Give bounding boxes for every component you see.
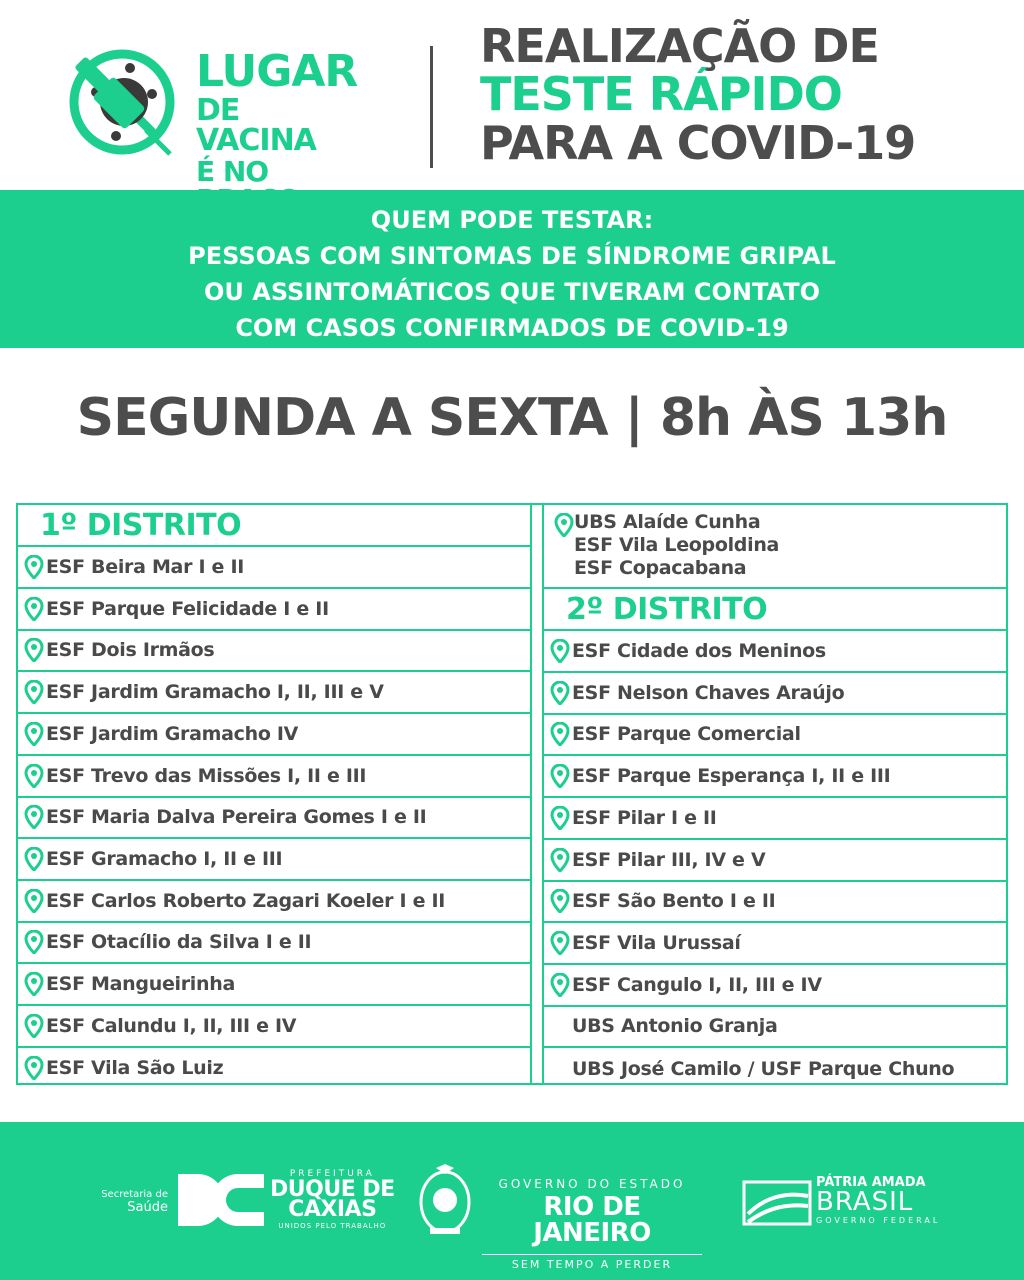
location-name: UBS José Camilo / USF Parque Chuno bbox=[572, 1058, 955, 1080]
location-pin-icon bbox=[24, 680, 44, 704]
location-pin-icon bbox=[550, 931, 570, 955]
state-crest-icon bbox=[416, 1162, 474, 1238]
location-name: ESF Carlos Roberto Zagari Koeler I e II bbox=[46, 889, 446, 912]
location-name: ESF São Bento I e II bbox=[572, 890, 776, 913]
location-name: ESF Vila Urussaí bbox=[572, 931, 741, 954]
health-secretariat-label bbox=[92, 1188, 168, 1214]
location-pin-icon bbox=[24, 889, 44, 913]
list-item bbox=[544, 673, 1006, 715]
location-pin-icon bbox=[550, 973, 570, 997]
campaign-logo bbox=[66, 36, 366, 188]
pref-line2a: DUQUE DE bbox=[270, 1177, 395, 1202]
location-pin-icon bbox=[24, 722, 44, 746]
column-divider bbox=[530, 505, 544, 1083]
list-item: ESF Copacabana bbox=[574, 557, 747, 579]
location-pin-icon bbox=[550, 681, 570, 705]
location-pin-icon bbox=[24, 972, 44, 996]
list-item bbox=[544, 965, 1006, 1007]
list-item bbox=[18, 964, 530, 1006]
location-name: ESF Maria Dalva Pereira Gomes I e II bbox=[46, 806, 427, 829]
location-name: ESF Parque Comercial bbox=[572, 723, 801, 746]
list-item bbox=[18, 672, 530, 714]
location-pin-icon bbox=[550, 722, 570, 746]
brasil-line1: PÁTRIA AMADA bbox=[816, 1175, 926, 1190]
list-item bbox=[544, 756, 1006, 798]
location-name: ESF Gramacho I, II e III bbox=[46, 847, 283, 870]
location-name: ESF Parque Felicidade I e II bbox=[46, 597, 329, 620]
location-pin-icon bbox=[550, 848, 570, 872]
logo-line3: É NO bbox=[196, 155, 269, 188]
list-item: ESF Vila Leopoldina bbox=[574, 534, 780, 556]
gov-line1: GOVERNO DO ESTADO bbox=[498, 1177, 686, 1191]
location-name: ESF Pilar I e II bbox=[572, 806, 717, 829]
brasil-line2: BRASIL bbox=[816, 1187, 914, 1217]
location-pin-icon bbox=[24, 1056, 44, 1080]
list-item bbox=[18, 839, 530, 881]
federal-government-logo bbox=[816, 1176, 940, 1225]
list-item bbox=[544, 923, 1006, 965]
list-item bbox=[18, 714, 530, 756]
brazil-flag-icon bbox=[742, 1178, 812, 1228]
title-line1: REALIZAÇÃO DE bbox=[480, 19, 879, 73]
banner-line1: QUEM PODE TESTAR: bbox=[370, 206, 654, 234]
brasil-line3: GOVERNO FEDERAL bbox=[816, 1216, 941, 1225]
eligibility-banner bbox=[0, 190, 1024, 348]
list-item bbox=[544, 840, 1006, 882]
logo-line2: DE VACINA bbox=[196, 93, 316, 158]
list-item bbox=[18, 922, 530, 964]
banner-line4: COM CASOS CONFIRMADOS DE COVID-19 bbox=[235, 314, 789, 342]
list-item bbox=[18, 547, 530, 589]
location-pin-icon bbox=[554, 513, 574, 537]
location-name: ESF Parque Esperança I, II e III bbox=[572, 765, 891, 788]
state-government-logo bbox=[482, 1178, 702, 1270]
locations-table bbox=[16, 503, 1008, 1085]
location-pin-icon bbox=[24, 805, 44, 829]
location-name: ESF Beira Mar I e II bbox=[46, 556, 244, 578]
list-item bbox=[18, 881, 530, 923]
location-name: ESF Jardim Gramacho I, II, III e V bbox=[46, 681, 384, 704]
location-name: ESF Cangulo I, II, III e IV bbox=[572, 973, 822, 996]
logo-line1: LUGAR bbox=[196, 46, 358, 97]
location-pin-icon bbox=[24, 638, 44, 662]
location-name: ESF Jardim Gramacho IV bbox=[46, 722, 299, 745]
prefeitura-logo bbox=[270, 1170, 395, 1230]
list-item: UBS Alaíde Cunha bbox=[574, 511, 761, 533]
location-pin-icon bbox=[550, 806, 570, 830]
schedule-text: SEGUNDA A SEXTA | 8h ÀS 13h bbox=[76, 388, 948, 448]
location-name: ESF Pilar III, IV e V bbox=[572, 848, 766, 871]
location-name: ESF Cidade dos Meninos bbox=[572, 640, 826, 662]
location-pin-icon bbox=[24, 847, 44, 871]
location-name: ESF Dois Irmãos bbox=[46, 639, 215, 662]
pref-line3: UNIDOS PELO TRABALHO bbox=[278, 1222, 387, 1230]
district1-heading: 1º DISTRITO bbox=[18, 505, 530, 547]
location-pin-icon bbox=[24, 764, 44, 788]
location-name: ESF Calundu I, II, III e IV bbox=[46, 1014, 297, 1037]
footer bbox=[0, 1122, 1024, 1280]
gov-line3: SEM TEMPO A PERDER bbox=[482, 1254, 702, 1270]
pref-line2b: CAXIAS bbox=[288, 1197, 377, 1222]
list-item bbox=[544, 631, 1006, 673]
title-line2: TESTE RÁPIDO bbox=[480, 67, 842, 122]
pref-line1: PREFEITURA bbox=[289, 1169, 375, 1179]
dc-logo-icon bbox=[176, 1172, 266, 1228]
district2-heading: 2º DISTRITO bbox=[544, 589, 1006, 631]
location-name: ESF Vila São Luiz bbox=[46, 1057, 224, 1080]
list-item bbox=[544, 714, 1006, 756]
list-item bbox=[18, 630, 530, 672]
district1-continuation bbox=[544, 505, 1006, 589]
continuation-lines bbox=[574, 511, 779, 580]
location-pin-icon bbox=[24, 555, 44, 579]
location-pin-icon bbox=[550, 639, 570, 663]
list-item bbox=[18, 1006, 530, 1048]
location-pin-icon bbox=[550, 764, 570, 788]
location-pin-icon bbox=[24, 597, 44, 621]
list-item bbox=[544, 881, 1006, 923]
list-item bbox=[544, 1048, 1006, 1090]
syringe-virus-icon bbox=[66, 36, 186, 166]
page-title bbox=[480, 19, 916, 170]
title-line3: PARA A COVID-19 bbox=[480, 115, 916, 170]
location-pin-icon bbox=[24, 930, 44, 954]
location-name: UBS Antonio Granja bbox=[572, 1015, 778, 1038]
list-item bbox=[18, 589, 530, 631]
list-item bbox=[544, 798, 1006, 840]
location-name: ESF Nelson Chaves Araújo bbox=[572, 681, 845, 704]
location-pin-icon bbox=[24, 1014, 44, 1038]
gov-line2: RIO DE JANEIRO bbox=[533, 1192, 651, 1248]
list-item bbox=[544, 1006, 1006, 1048]
location-name: ESF Otacílio da Silva I e II bbox=[46, 931, 312, 954]
sec-line2: Saúde bbox=[127, 1200, 168, 1215]
header-divider bbox=[430, 46, 433, 168]
location-pin-icon bbox=[550, 889, 570, 913]
list-item bbox=[18, 797, 530, 839]
list-item bbox=[18, 1047, 530, 1089]
location-name: ESF Trevo das Missões I, II e III bbox=[46, 764, 367, 787]
list-item bbox=[18, 756, 530, 798]
header bbox=[0, 0, 1024, 190]
banner-line3: OU ASSINTOMÁTICOS QUE TIVERAM CONTATO bbox=[204, 278, 820, 306]
location-name: ESF Mangueirinha bbox=[46, 973, 235, 995]
sec-line1: Secretaria de bbox=[101, 1189, 168, 1200]
banner-line2: PESSOAS COM SINTOMAS DE SÍNDROME GRIPAL bbox=[188, 242, 836, 270]
